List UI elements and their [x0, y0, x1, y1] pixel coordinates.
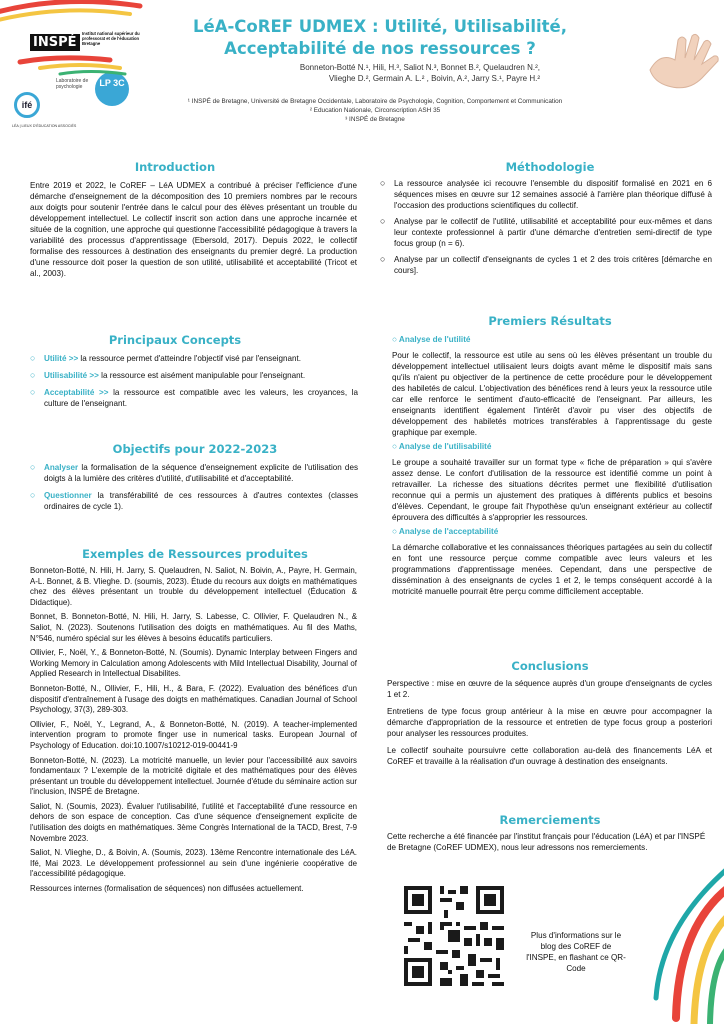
concepts-heading: Principaux Concepts — [108, 333, 242, 347]
concept-term: Utilité >> — [44, 354, 79, 363]
concept-text: la ressource est aisément manipulable pour l'enseignant. — [98, 371, 306, 380]
introduction-text: Entre 2019 et 2022, le CoREF – LéA UDMEX a contribué à préciser l'efficience d'une démarche d'enseignement de la décomposition des 10 premiers nombres par le recours aux doigts pour soutenir l'entrée dans le calcul pour des élèves présentant un trouble du développement intellectuel. Le collectif inscrit son action dans une approche incarnée et située de la cognition, une approche qui questionne l'accessibilité pédagogique à travers la variabilité des processus d'apprentissage (Ebersold, 2017). Depuis 2022, le collectif formalise des ressources à destination des enseignants du premier degré. La production d'une ressource doit poser la question de son utilité, utilisabilité et acceptabilité (Tricot et al., 2003). — [30, 181, 357, 278]
reference-item: Saliot, N. (Soumis, 2023). Évaluer l'utilisabilité, l'utilité et l'acceptabilité d'une ressource en dehors de son espace de conception. Cas d'une séquence d'enseignement explicite de l'utilisation des doigts en mathématiques. 3ème Congrès International de la TACD, Brest, 7-9 Novembre 2023. — [30, 801, 357, 843]
methodologie-text: Analyse par un collectif d'enseignants de cycles 1 et 2 des trois critères [démarche en cours]. — [394, 255, 712, 275]
objectif-term: Questionner — [44, 491, 92, 500]
hand-illustration — [640, 30, 724, 100]
bullet-icon: ○ — [380, 178, 386, 188]
methodologie-item — [372, 178, 712, 211]
reference-item: Ollivier, F., Noël, Y., & Bonneton-Botté, N. (Soumis). Dynamic Interplay between Fingers and Working Memory in Calculation among Adolescents with Mild Intellectual Disability, Journal of Applied Research in Intellectual Disabilites. — [30, 648, 357, 679]
conclusions-p1: Perspective : mise en œuvre de la séquence auprès d'un groupe d'enseignants de cycles 1 et 2. — [387, 679, 712, 699]
concept-item — [22, 353, 358, 364]
concepts-list — [22, 353, 358, 409]
inspe-logo-subtitle: Institut national supérieur du professorat et de l'éducation Bretagne — [82, 31, 140, 46]
bullet-icon: ○ — [30, 462, 36, 472]
conclusions-body — [387, 678, 712, 767]
resultats-text: Pour le collectif, la ressource est utile au sens où les élèves présentant un trouble du développement intellectuel utilisaient leurs doigts avant même le dispositif mais sans qu'ils n'aient pu objectiver de la pertinence de cette procédure pour le développement des habiletés de calcul. L'objectivation des bénéfices rend à leurs yeux la ressource utile car elle renforce le sentiment d'auto-efficacité de l'enseignant. Par ailleurs, les enseignants identifient également l'intérêt d'avoir pu viser des objectifs de développement des habiletés motrices transférables à l'apprentissage du geste graphique par exemple. — [392, 351, 712, 437]
decorative-arcs-bottom — [616, 868, 724, 1024]
resultats-body — [392, 334, 712, 597]
concept-term: Utilisabilité >> — [44, 371, 99, 380]
lab-logo-text: Laboratoire de psychologie — [56, 78, 89, 90]
objectif-item — [22, 490, 358, 512]
methodologie-text: Analyse par le collectif de l'utilité, utilisabilité et acceptabilité pour eux-mêmes et dans leur contexte professionnel à partir d'une démarche d'entretien semi-directif de type focus group (n = 6). — [394, 217, 712, 248]
methodologie-item — [372, 216, 712, 249]
exemples-heading: Exemples de Ressources produites — [82, 547, 308, 561]
methodologie-item — [372, 254, 712, 276]
concept-term: Acceptabilité >> — [44, 388, 109, 397]
resultats-subheading — [392, 441, 712, 452]
remerciements-text: Cette recherche a été financée par l'institut français pour l'éducation (LéA) et par l'INSPÉ de Bretagne (CoREF UDMEX), nous leur adressons nos remerciements. — [387, 832, 706, 852]
concept-text: la ressource permet d'atteindre l'objectif visé par l'enseignant. — [78, 354, 302, 363]
resultats-text: Le groupe a souhaité travailler sur un format type « fiche de préparation » qui s'avère assez dense. Le confort d'utilisation de la ressource est identifié comme un point à retravailler. La richesse des situations décrites permet une flexibilité d'utilisation reconnue qui a permis un ajustement des pratiques à différents publics et besoins d'élèves. Cependant, le groupe fait l'hypothèse qu'un enseignant extérieur au collectif éprouvera des difficultés à s'approprier les ressources. — [392, 458, 712, 522]
objectif-text: la transférabilité de ces ressources à d'autres contextes (classes ordinaires de cycle 1). — [44, 491, 358, 511]
objectif-term: Analyser — [44, 463, 79, 472]
ife-logo-text: ifé — [21, 100, 33, 110]
bullet-icon: ○ — [30, 353, 36, 363]
qr-code[interactable] — [400, 882, 508, 990]
bullet-icon: ○ — [30, 490, 36, 500]
conclusions-heading: Conclusions — [511, 659, 589, 673]
reference-item: Bonneton-Botté, N. (2023). La motricité manuelle, un levier pour l'accessibilité aux savoirs fondamentaux ? L'exemple de la motricité digitale et des mathématiques pour des élèves présentant un trouble du développement intellectuel. Journée d'étude du séminaire action sur l'inclusion, INSPÉ de Bretagne. — [30, 755, 357, 797]
objectif-item — [22, 462, 358, 484]
methodologie-heading: Méthodologie — [505, 160, 595, 174]
resultats-heading: Premiers Résultats — [488, 314, 612, 328]
ife-subtitle-text: LÉA | LIEUX D'ÉDUCATION ASSOCIÉS — [12, 124, 77, 128]
objectifs-heading: Objectifs pour 2022-2023 — [112, 442, 278, 456]
page-title: LéA-CoREF UDMEX : Utilité, Utilisabilité, Acceptabilité de nos ressources ? — [192, 17, 568, 58]
objectif-text: la formalisation de la séquence d'enseignement explicite de l'utilisation des doigts à la lumière des critères d'utilité, d'utilisabilité et d'acceptabilité. — [44, 463, 358, 483]
methodologie-list — [372, 178, 712, 276]
bullet-icon: ○ — [392, 442, 399, 451]
bullet-icon: ○ — [30, 387, 36, 397]
bullet-icon: ○ — [30, 370, 36, 380]
decorative-arcs-top — [0, 0, 150, 80]
bullet-icon: ○ — [380, 216, 386, 226]
affiliation-3: ³ INSPÉ de Bretagne — [345, 116, 405, 123]
ife-subtitle — [12, 124, 76, 128]
resultats-sub-label: Analyse de l'utilisabilité — [398, 442, 492, 451]
reference-item: Ressources internes (formalisation de séquences) non diffusées actuellement. — [30, 884, 304, 894]
concept-item — [22, 387, 358, 409]
authors — [210, 62, 540, 84]
methodologie-text: La ressource analysée ici recouvre l'ensemble du dispositif formalisé en 2021 en 6 séquences mises en œuvre sur 12 semaines associé à l'arrière plan théorique diffusé à l'occasion des productions scientifiques du collectif. — [394, 179, 712, 210]
resultats-subheading — [392, 526, 712, 537]
bullet-icon: ○ — [392, 527, 399, 536]
reference-item: Ollivier, F., Noël, Y., Legrand, A., & Bonneton-Botté, N. (2019). A teacher-implemented intervention program to promote finger use in numerical tasks. European Journal of Psychology of Education. doi:10.1007/s10212-019-00441-9 — [30, 719, 357, 750]
resultats-text: La démarche collaborative et les connaissances théoriques partagées au sein du collectif en font une ressource perçue comme compatible avec leurs valeurs et les programmations d'apprentissage menées. Cependant, dans une perspective de dissémination à des enseignants de cycles 1 et 2, le temps conséquent accordé à la motricité manuelle pourrait être perçu comme difficilement acceptable. — [392, 543, 712, 596]
lp3c-logo-text: LP 3C — [99, 78, 125, 88]
qr-caption: Plus d'informations sur le blog des CoREF de l'INSPE, en flashant ce QR-Code — [526, 931, 626, 973]
bullet-icon: ○ — [392, 335, 399, 344]
objectifs-list — [22, 462, 358, 512]
reference-item: Bonneton-Botté, N., Ollivier, F., Hili, H., & Bara, F. (2022). Evaluation des bénéfices d'un dispositif d'entraînement à l'usage des doigts en mathématiques. Canadian Journal of School Psychology, 37(3), 289-303. — [30, 683, 357, 715]
introduction-heading: Introduction — [134, 160, 216, 174]
conclusions-p2: Entretiens de type focus group antérieur à la mise en œuvre pour accompagner la démarche d'appropriation de la ressource et entretien de type focus group a posteriori pour analyser les ressources produites. — [387, 707, 712, 738]
affiliations — [150, 97, 600, 124]
authors-line-2: Vlieghe D.², Germain A. L.² , Boivin, A.², Jarry S.¹, Payre H.² — [328, 74, 540, 83]
references-list — [30, 566, 357, 899]
resultats-sub-label: Analyse de l'utilité — [398, 335, 471, 344]
resultats-sub-label: Analyse de l'acceptabilité — [398, 527, 499, 536]
concept-text: la ressource est compatible avec les valeurs, les croyances, la culture de l'enseignant. — [44, 388, 358, 408]
bullet-icon: ○ — [380, 254, 386, 264]
inspe-logo-text: INSPÉ — [30, 34, 80, 51]
remerciements-heading: Remerciements — [499, 813, 601, 827]
authors-line-1: Bonneton-Botté N.¹, Hili, H.³, Saliot N.³, Bonnet B.², Quelaudren N.², — [299, 63, 540, 72]
resultats-subheading — [392, 334, 712, 345]
ife-logo — [14, 92, 40, 118]
affiliation-1: ¹ INSPÉ de Bretagne, Université de Bretagne Occidentale, Laboratoire de Psychologie, Cognition, Comportement et Communication — [187, 98, 563, 105]
affiliation-2: ² Education Nationale, Circonscription ASH 35 — [309, 107, 441, 114]
reference-item: Saliot, N. Vlieghe, D., & Boivin, A. (Soumis, 2023). 13ème Rencontre internationale des LéA. Ifé, Mai 2023. Le développement professionnel au sein d'une ingénierie coopérative de l'accessibilité pédagogique. — [30, 848, 357, 879]
conclusions-p3: Le collectif souhaite poursuivre cette collaboration au-delà des financements LéA et CoREF et travaille à la réalisation d'un ouvrage à destination des enseignants. — [387, 746, 712, 766]
reference-item: Bonnet, B. Bonneton-Botté, N. Hili, H. Jarry, S. Labesse, C. Ollivier, F. Quelaudren N., & Saliot, N. (2023). Soutenons l'utilisation des doigts en mathématiques. Au fil des Maths, N°546, numéro spécial sur les élèves à besoins éducatifs particuliers. — [30, 612, 357, 643]
reference-item: Bonneton-Botté, N. Hili, H. Jarry, S. Quelaudren, N. Saliot, N. Boivin, A., Payre, H. Germain, A-L. Bonnet, & B. Vlieghe. D. (soumis, 2023). Étude du recours aux doigts en mathématiques chez des élèves présentant un trouble du développement intellectuel (Éducation & Didactique). — [30, 566, 357, 607]
concept-item — [22, 370, 358, 381]
